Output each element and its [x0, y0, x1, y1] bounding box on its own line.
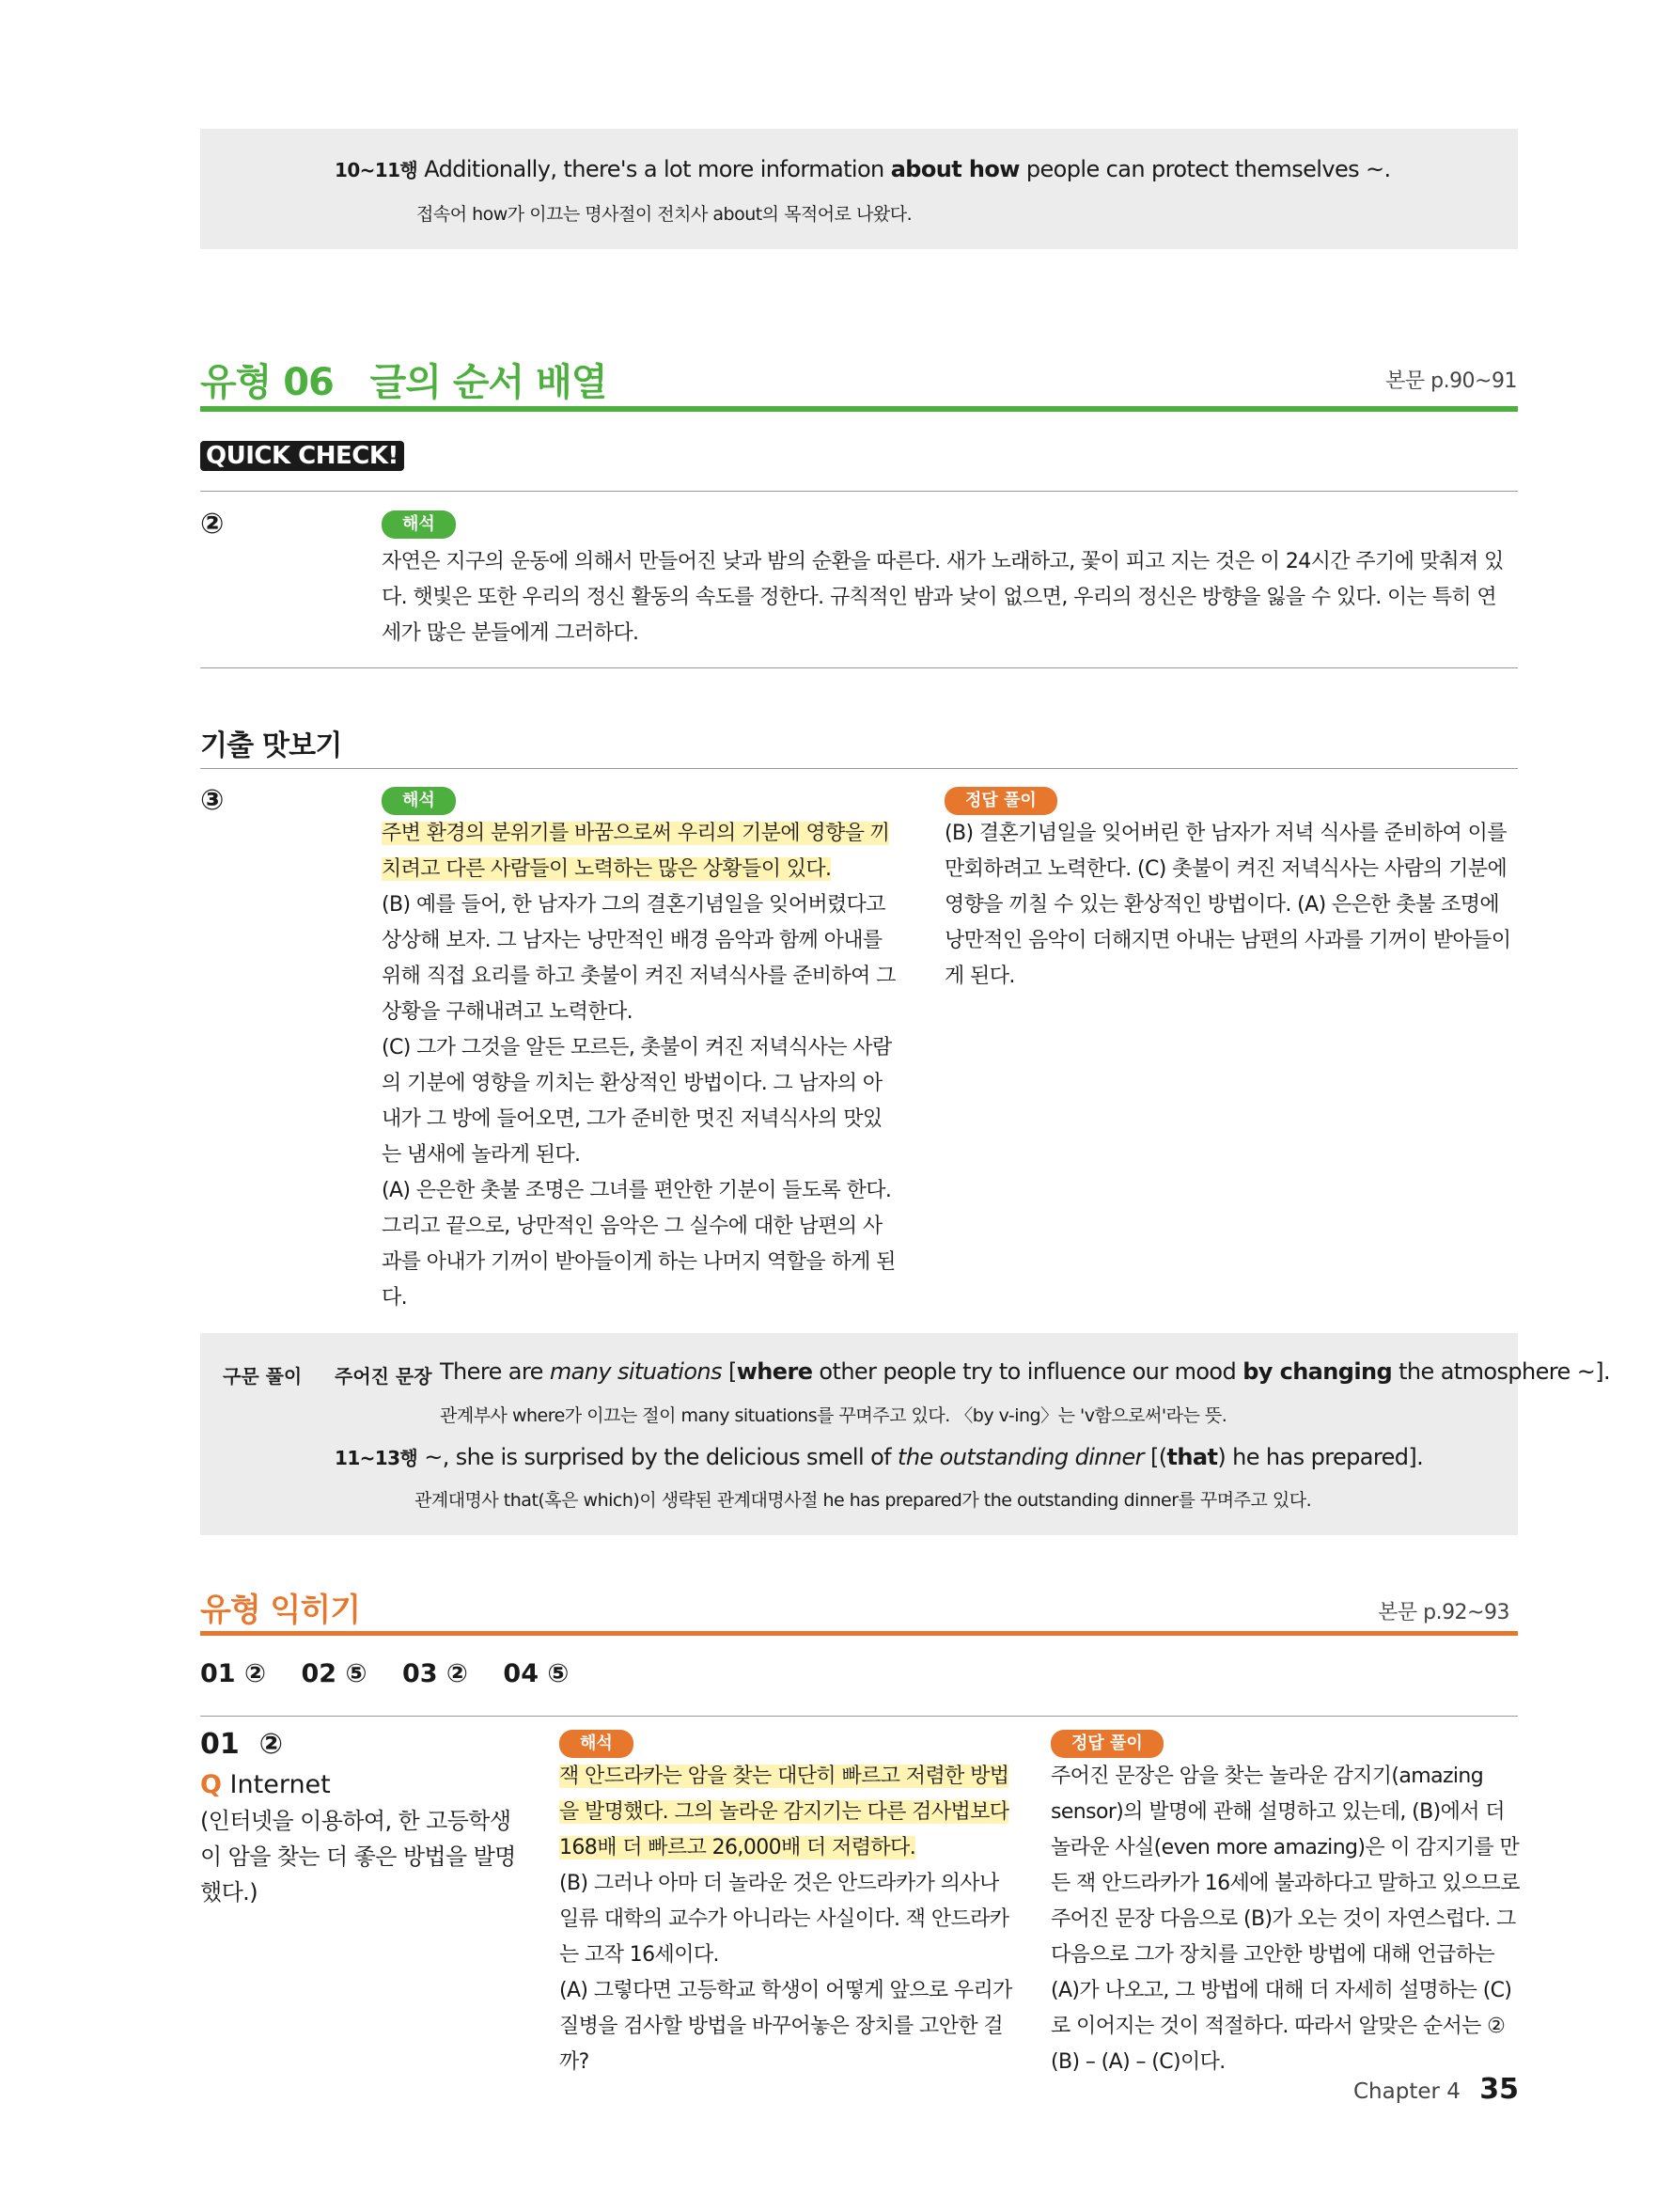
grammar-sentence-1: [440, 1358, 1610, 1385]
quick-check-label: [200, 442, 404, 470]
question-header: [200, 1728, 283, 1761]
past-exam-title: 기출 맛보기: [200, 729, 342, 762]
qc-answer: ②: [200, 508, 225, 541]
pill-label: 해석: [559, 1730, 633, 1758]
divider: [200, 1716, 1518, 1717]
sentence-part: ~, she is surprised by the delicious smell of: [424, 1444, 899, 1470]
section-underline: [200, 406, 1518, 412]
question-topic: [200, 1770, 331, 1799]
page-footer: [1353, 2073, 1519, 2106]
page-number: 35: [1479, 2073, 1519, 2106]
paragraph-b: (B) 예를 들어, 한 남자가 그의 결혼기념일을 잊어버렸다고 상상해 보자. 그 남자는 낭만적인 배경 음악과 함께 아내를 위해 직접 요리를 하고 촛불이 켜진 저녁식사를 준비하여 그 상황을 구해내려고 노력한다.: [382, 893, 896, 1024]
past-translation: [382, 816, 897, 1316]
grammar-sentence-2: [335, 1443, 1423, 1470]
top-note: 접속어 how가 이끄는 명사절이 전치사 about의 목적어로 나왔다.: [416, 204, 913, 225]
paragraph-b: (B) 그러나 아마 더 놀라운 것은 안드라카가 의사나 일류 대학의 교수가 아니라는 사실이다. 잭 안드라카는 고작 16세이다.: [559, 1872, 1009, 1967]
grammar-label: 구문 풀이: [223, 1365, 303, 1388]
section-title: [200, 353, 606, 406]
page-reference: 본문 p.90~91: [1385, 369, 1517, 393]
sentence-bold: about how: [890, 156, 1020, 182]
topic-marker: Q: [200, 1770, 222, 1799]
grammar-note-2: 관계대명사 that(혹은 which)이 생략된 관계대명사절 he has prepared가 the outstanding dinner를 꾸며주고 있다.: [414, 1490, 1312, 1511]
sentence-part: [(: [1143, 1444, 1167, 1470]
grammar-note-1: 관계부사 where가 이끄는 절이 many situations를 꾸며주고 있다. 〈by v-ing〉는 'v함으로써'라는 뜻.: [440, 1405, 1227, 1426]
top-note-box: [200, 129, 1518, 249]
line-ref: 10~11행: [335, 159, 418, 181]
answer-num: 02: [301, 1659, 337, 1688]
practice-title: 유형 익히기: [200, 1592, 361, 1629]
answer-key-item: [301, 1659, 367, 1688]
qc-pill: [382, 510, 456, 539]
pill-label: 해석: [382, 510, 456, 539]
sentence-part: [: [721, 1358, 737, 1385]
pill-label: 정답 풀이: [1051, 1730, 1164, 1758]
past-pill-left: [382, 787, 456, 815]
practice-pill-left: [559, 1730, 633, 1758]
practice-translation: [559, 1759, 1015, 2080]
answer-mark: ②: [445, 1659, 468, 1688]
past-answer-explanation: (B) 결혼기념일을 잊어버린 한 남자가 저녁 식사를 준비하여 이를 만회하려고 노력한다. (C) 촛불이 켜진 저녁식사는 사람의 기분에 영향을 끼칠 수 있는 환상적인 방법이다. (A) 은은한 촛불 조명에 낭만적인 음악이 더해지면 아내는 남편의 사과를 기꺼이 받아들이게 된다.: [945, 822, 1511, 988]
past-answer: ③: [200, 784, 225, 817]
practice-underline: [200, 1631, 1518, 1636]
answer-mark: ⑤: [547, 1659, 570, 1688]
paragraph-c: (C) 그가 그것을 알든 모르든, 촛불이 켜진 저녁식사는 사람의 기분에 영향을 끼치는 환상적인 방법이다. 그 남자의 아내가 그 방에 들어오면, 그가 준비한 멋진 저녁식사의 맛있는 냄새에 놀라게 된다.: [382, 1036, 892, 1167]
answer-mark: ⑤: [345, 1659, 367, 1688]
section-number: 유형 06: [200, 361, 334, 404]
line-ref: 11~13행: [335, 1447, 418, 1469]
answer-key-item: [503, 1659, 569, 1688]
answer-key-row: [200, 1659, 569, 1688]
given-sentence-label: 주어진 문장: [335, 1365, 432, 1388]
paragraph-a: (A) 은은한 촛불 조명은 그녀를 편안한 기분이 들도록 한다. 그리고 끝으로, 낭만적인 음악은 그 실수에 대한 남편의 사과를 아내가 기꺼이 받아들이게 하는 나머지 역할을 하게 된다.: [382, 1179, 896, 1310]
practice-pill-right: [1051, 1730, 1164, 1758]
topic-description: (인터넷을 이용하여, 한 고등학생이 암을 찾는 더 좋은 방법을 발명했다.): [200, 1808, 516, 1906]
sentence-part: other people try to influence our mood: [812, 1358, 1243, 1385]
answer-key-item: [402, 1659, 468, 1688]
sentence-part: There are: [440, 1358, 550, 1385]
practice-answer-explanation: 주어진 문장은 암을 찾는 놀라운 감지기(amazing sensor)의 발명에 관해 설명하고 있는데, (B)에서 더 놀라운 사실(even more amazing)은 이 감지기를 만든 잭 안드라카가 16세에 불과하다고 말하고 있으므로 주어진 문장 다음으로 (B)가 오는 것이 자연스럽다. 그다음으로 그가 장치를 고안한 방법에 대해 언급하는 (A)가 나오고, 그 방법에 대해 더 자세히 설명하는 (C)로 이어지는 것이 적절하다. 따라서 알맞은 순서는 ② (B) – (A) – (C)이다.: [1051, 1765, 1520, 2074]
sentence-part: ) he has prepared].: [1217, 1444, 1424, 1470]
top-sentence: [335, 155, 1391, 182]
highlighted-sentence: 잭 안드라카는 암을 찾는 대단히 빠르고 저렴한 방법을 발명했다. 그의 놀라운 감지기는 다른 검사법보다 168배 더 빠르고 26,000배 더 저렴하다.: [559, 1765, 1009, 1859]
question-answer: ②: [258, 1728, 284, 1761]
answer-num: 01: [200, 1659, 236, 1688]
divider: [200, 667, 1518, 668]
topic-word: Internet: [229, 1770, 331, 1799]
question-number: 01: [200, 1728, 240, 1761]
sentence-italic: many situations: [549, 1358, 722, 1385]
sentence-bold: that: [1166, 1444, 1218, 1470]
paragraph-a: (A) 그렇다면 고등학교 학생이 어떻게 앞으로 우리가 질병을 검사할 방법을 바꾸어놓은 장치를 고안한 걸까?: [559, 1979, 1012, 2074]
quick-check-text: QUICK CHECK!: [200, 441, 404, 471]
qc-translation: 자연은 지구의 운동에 의해서 만들어진 낮과 밤의 순환을 따른다. 새가 노래하고, 꽃이 피고 지는 것은 이 24시간 주기에 맞춰져 있다. 햇빛은 또한 우리의 정신 활동의 속도를 정한다. 규칙적인 밤과 낮이 없으면, 우리의 정신은 방향을 잃을 수 있다. 이는 특히 연세가 많은 분들에게 그러하다.: [382, 550, 1504, 645]
sentence-bold: by changing: [1242, 1358, 1393, 1385]
answer-mark: ②: [243, 1659, 266, 1688]
pill-label: 해석: [382, 787, 456, 815]
sentence-part: the atmosphere ~].: [1392, 1358, 1611, 1385]
divider: [200, 491, 1518, 492]
sentence-part: Additionally, there's a lot more information: [424, 156, 891, 182]
grammar-box: [200, 1333, 1611, 1535]
pill-label: 정답 풀이: [945, 787, 1057, 815]
sentence-part: people can protect themselves ~.: [1019, 156, 1391, 182]
answer-num: 03: [401, 1659, 438, 1688]
divider: [200, 768, 1518, 769]
answer-num: 04: [503, 1659, 539, 1688]
highlighted-sentence: 주변 환경의 분위기를 바꿈으로써 우리의 기분에 영향을 끼치려고 다른 사람들이 노력하는 많은 상황들이 있다.: [382, 822, 890, 881]
section-name: 글의 순서 배열: [369, 361, 607, 404]
page-reference: 본문 p.92~93: [1378, 1601, 1509, 1624]
sentence-bold: where: [736, 1358, 813, 1385]
sentence-italic: the outstanding dinner: [898, 1444, 1144, 1470]
answer-key-item: [200, 1659, 266, 1688]
past-pill-right: [945, 787, 1057, 815]
chapter-label: Chapter 4: [1353, 2079, 1461, 2104]
